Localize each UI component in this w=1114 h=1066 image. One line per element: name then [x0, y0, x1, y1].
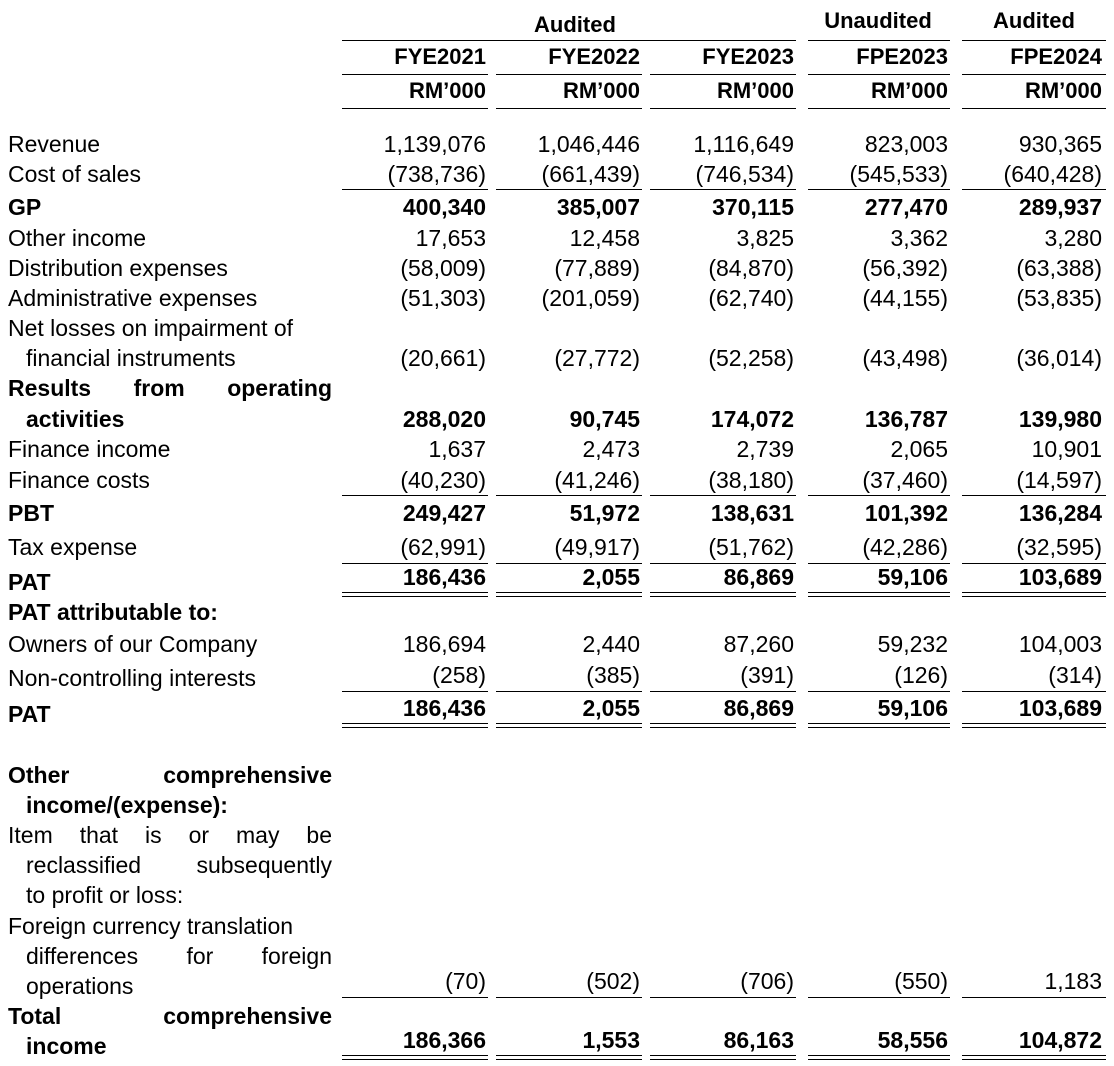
row-label-pat-attributable: PAT attributable to: — [8, 599, 218, 625]
value-cell: (550) — [894, 968, 948, 994]
value-cell: (70) — [445, 968, 486, 994]
subtotal-underline — [962, 495, 1106, 496]
col-header-fye2021: FYE2021 — [394, 44, 486, 69]
row-label-pat-total: PAT — [8, 701, 51, 727]
value-cell: 87,260 — [723, 631, 794, 657]
value-cell: 51,972 — [569, 500, 640, 526]
row-label-oci-line2: income/(expense): — [26, 792, 228, 818]
value-cell: 400,340 — [402, 194, 486, 220]
row-label-oci-line1: Other comprehensive — [8, 762, 332, 788]
subtotal-underline — [342, 691, 488, 692]
value-cell: (43,498) — [862, 345, 948, 371]
subtotal-underline — [496, 691, 642, 692]
subtotal-underline — [808, 495, 950, 496]
value-cell: 2,065 — [890, 436, 948, 462]
subtotal-underline — [962, 997, 1106, 998]
value-cell: 12,458 — [569, 225, 640, 251]
value-cell: (385) — [586, 662, 640, 688]
col-header-fpe2023: FPE2023 — [856, 44, 948, 69]
total-double-underline — [808, 592, 950, 597]
unit-underline-4 — [808, 108, 950, 109]
row-label-tax-expense: Tax expense — [8, 534, 138, 560]
col-header-fpe2024: FPE2024 — [1010, 44, 1102, 69]
value-cell: (62,991) — [400, 534, 486, 560]
value-cell: 103,689 — [1018, 564, 1102, 590]
value-cell: 277,470 — [864, 194, 948, 220]
unit-header-5: RM’000 — [1024, 78, 1102, 103]
value-cell: 58,556 — [877, 1027, 948, 1053]
value-cell: 249,427 — [402, 500, 486, 526]
value-cell: (84,870) — [708, 255, 794, 281]
row-label-impairment-line1: Net losses on impairment of — [8, 315, 294, 341]
value-cell: (502) — [586, 968, 640, 994]
row-label-finance-income: Finance income — [8, 436, 171, 462]
row-label-results-operating-line2: activities — [26, 406, 125, 432]
value-cell: (53,835) — [1016, 285, 1102, 311]
total-double-underline — [650, 592, 796, 597]
total-double-underline — [808, 1055, 950, 1060]
subtotal-underline — [342, 997, 488, 998]
value-cell: (56,392) — [862, 255, 948, 281]
value-cell: 138,631 — [710, 500, 794, 526]
subtotal-underline — [650, 691, 796, 692]
row-label-pbt: PBT — [8, 500, 54, 526]
col-header-fye2023: FYE2023 — [702, 44, 794, 69]
value-cell: 1,116,649 — [693, 131, 794, 157]
value-cell: (391) — [740, 662, 794, 688]
value-cell: (661,439) — [541, 161, 640, 187]
period-underline-4 — [808, 74, 950, 75]
period-underline-5 — [962, 74, 1106, 75]
value-cell: 104,003 — [1018, 631, 1102, 657]
value-cell: 2,739 — [736, 436, 794, 462]
value-cell: (63,388) — [1016, 255, 1102, 281]
row-label-reclass-line1: Item that is or may be — [8, 822, 332, 848]
subtotal-underline — [496, 189, 642, 190]
row-label-nci: Non-controlling interests — [8, 665, 257, 691]
row-label-finance-costs: Finance costs — [8, 467, 150, 493]
unit-header-2: RM’000 — [562, 78, 640, 103]
period-underline-2 — [496, 74, 642, 75]
subtotal-underline — [496, 495, 642, 496]
value-cell: (51,303) — [400, 285, 486, 311]
total-double-underline — [650, 723, 796, 728]
value-cell: 1,637 — [428, 436, 486, 462]
group-header-audited: Audited — [534, 12, 616, 37]
value-cell: 59,106 — [877, 695, 948, 721]
value-cell: 186,436 — [402, 564, 486, 590]
row-label-reclass-line3: to profit or loss: — [26, 882, 184, 908]
total-double-underline — [962, 592, 1106, 597]
row-label-fx-line3: operations — [26, 973, 134, 999]
value-cell: (58,009) — [400, 255, 486, 281]
row-label-pat: PAT — [8, 569, 51, 595]
subtotal-underline — [808, 189, 950, 190]
value-cell: (40,230) — [400, 467, 486, 493]
subtotal-underline — [962, 189, 1106, 190]
row-label-revenue: Revenue — [8, 131, 101, 157]
value-cell: (27,772) — [554, 345, 640, 371]
row-label-results-operating-line1: Results from operating — [8, 375, 332, 401]
period-underline-3 — [650, 74, 796, 75]
value-cell: 1,553 — [582, 1027, 640, 1053]
value-cell: (62,740) — [708, 285, 794, 311]
value-cell: 139,980 — [1018, 406, 1102, 432]
value-cell: (36,014) — [1016, 345, 1102, 371]
group-header-audited-fpe: Audited — [993, 8, 1075, 33]
value-cell: 3,362 — [890, 225, 948, 251]
value-cell: (32,595) — [1016, 534, 1102, 560]
value-cell: 86,869 — [723, 564, 794, 590]
value-cell: (20,661) — [400, 345, 486, 371]
value-cell: 3,825 — [736, 225, 794, 251]
subtotal-underline — [650, 189, 796, 190]
unit-header-1: RM’000 — [408, 78, 486, 103]
value-cell: (258) — [432, 662, 486, 688]
value-cell: 104,872 — [1018, 1027, 1102, 1053]
unit-underline-2 — [496, 108, 642, 109]
value-cell: 2,440 — [582, 631, 640, 657]
subtotal-underline — [808, 997, 950, 998]
unit-underline-1 — [342, 108, 488, 109]
value-cell: 288,020 — [402, 406, 486, 432]
value-cell: 1,139,076 — [383, 131, 486, 157]
unit-underline-5 — [962, 108, 1106, 109]
row-label-distribution-expenses: Distribution expenses — [8, 255, 228, 281]
value-cell: (37,460) — [862, 467, 948, 493]
value-cell: 90,745 — [569, 406, 640, 432]
value-cell: (14,597) — [1016, 467, 1102, 493]
value-cell: 186,366 — [402, 1027, 486, 1053]
total-double-underline — [962, 1055, 1106, 1060]
subtotal-underline — [496, 997, 642, 998]
value-cell: 289,937 — [1018, 194, 1102, 220]
total-double-underline — [342, 592, 488, 597]
subtotal-underline — [962, 691, 1106, 692]
subtotal-underline — [342, 189, 488, 190]
unit-underline-3 — [650, 108, 796, 109]
total-double-underline — [342, 1055, 488, 1060]
subtotal-underline — [808, 691, 950, 692]
total-double-underline — [496, 723, 642, 728]
value-cell: (77,889) — [554, 255, 640, 281]
value-cell: (44,155) — [862, 285, 948, 311]
subtotal-underline — [342, 495, 488, 496]
value-cell: (545,533) — [849, 161, 948, 187]
value-cell: 385,007 — [556, 194, 640, 220]
total-double-underline — [342, 723, 488, 728]
value-cell: (49,917) — [554, 534, 640, 560]
value-cell: 10,901 — [1031, 436, 1102, 462]
unit-header-4: RM’000 — [870, 78, 948, 103]
unit-header-3: RM’000 — [716, 78, 794, 103]
value-cell: (42,286) — [862, 534, 948, 560]
value-cell: (38,180) — [708, 467, 794, 493]
value-cell: 2,055 — [582, 695, 640, 721]
value-cell: 136,284 — [1018, 500, 1102, 526]
row-label-gp: GP — [8, 194, 42, 220]
value-cell: 186,694 — [402, 631, 486, 657]
row-label-cost-of-sales: Cost of sales — [8, 161, 141, 187]
value-cell: (640,428) — [1003, 161, 1102, 187]
total-double-underline — [496, 1055, 642, 1060]
row-label-impairment-line2: financial instruments — [26, 345, 236, 371]
value-cell: 1,046,446 — [537, 131, 640, 157]
period-underline-1 — [342, 74, 488, 75]
total-double-underline — [962, 723, 1106, 728]
value-cell: 2,055 — [582, 564, 640, 590]
subtotal-underline — [650, 495, 796, 496]
value-cell: 86,163 — [723, 1027, 794, 1053]
value-cell: 1,183 — [1044, 968, 1102, 994]
value-cell: 370,115 — [712, 194, 794, 220]
value-cell: 86,869 — [723, 695, 794, 721]
value-cell: 3,280 — [1044, 225, 1102, 251]
value-cell: 103,689 — [1018, 695, 1102, 721]
col-header-fye2022: FYE2022 — [548, 44, 640, 69]
value-cell: (41,246) — [554, 467, 640, 493]
value-cell: (746,534) — [695, 161, 794, 187]
value-cell: (52,258) — [708, 345, 794, 371]
value-cell: 823,003 — [864, 131, 948, 157]
row-label-reclass-line2: reclassified subsequently — [26, 852, 332, 878]
value-cell: (201,059) — [541, 285, 640, 311]
value-cell: (314) — [1048, 662, 1102, 688]
audited-group-underline — [342, 40, 796, 41]
total-double-underline — [650, 1055, 796, 1060]
value-cell: 17,653 — [415, 225, 486, 251]
value-cell: 174,072 — [710, 406, 794, 432]
group-header-unaudited: Unaudited — [824, 8, 932, 33]
value-cell: 59,232 — [877, 631, 948, 657]
value-cell: 59,106 — [877, 564, 948, 590]
row-label-other-income: Other income — [8, 225, 147, 251]
total-double-underline — [808, 723, 950, 728]
unaudited-group-underline — [808, 40, 950, 41]
audited-fpe-group-underline — [962, 40, 1106, 41]
row-label-fx-line2: differences for foreign — [26, 943, 332, 969]
value-cell: 136,787 — [864, 406, 948, 432]
value-cell: (51,762) — [708, 534, 794, 560]
value-cell: (126) — [894, 662, 948, 688]
value-cell: (706) — [740, 968, 794, 994]
row-label-tci-line1: Total comprehensive — [8, 1003, 332, 1029]
value-cell: 2,473 — [582, 436, 640, 462]
total-double-underline — [496, 592, 642, 597]
value-cell: 101,392 — [864, 500, 948, 526]
row-label-administrative-expenses: Administrative expenses — [8, 285, 258, 311]
row-label-fx-line1: Foreign currency translation — [8, 913, 294, 939]
subtotal-underline — [650, 997, 796, 998]
row-label-owners: Owners of our Company — [8, 631, 258, 657]
row-label-tci-line2: income — [26, 1033, 107, 1059]
value-cell: (738,736) — [387, 161, 486, 187]
value-cell: 186,436 — [402, 695, 486, 721]
value-cell: 930,365 — [1018, 131, 1102, 157]
